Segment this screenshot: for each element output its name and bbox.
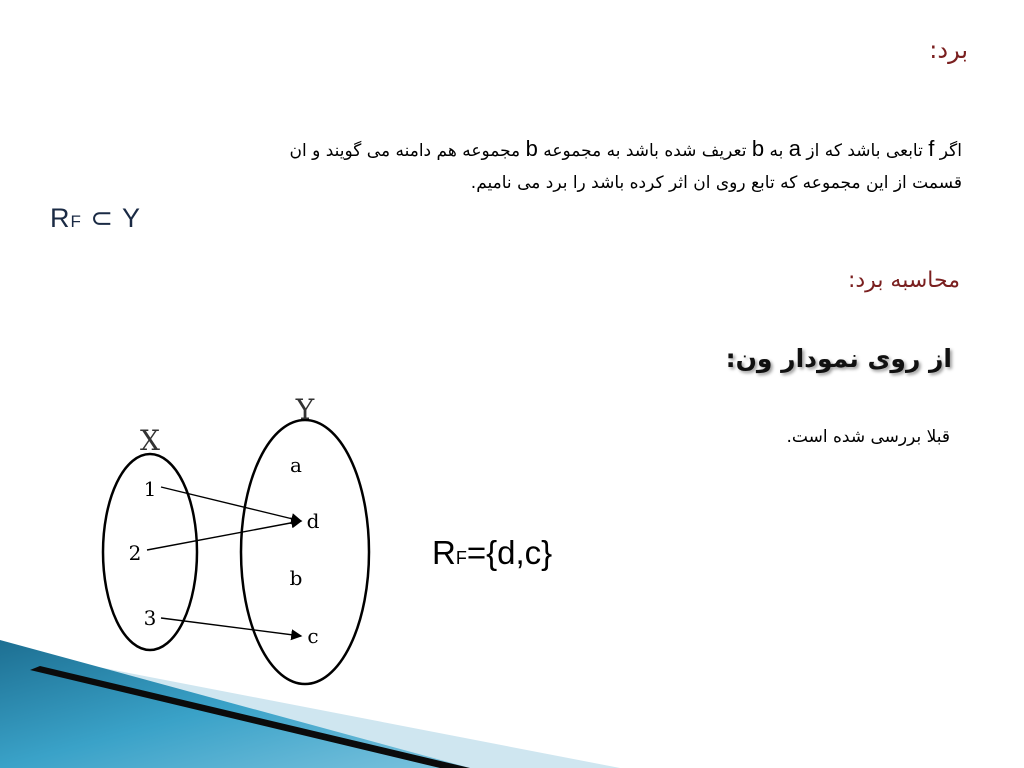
definition-text: قسمت از این مجموعه که تابع روی ان اثر کرده باشد را برد می نامیم.	[470, 173, 962, 193]
venn-heading: از روی نمودار ون:	[725, 344, 952, 373]
result-rest: ={d,c}	[466, 534, 553, 571]
y-element: c	[307, 624, 319, 648]
x-element: 3	[143, 606, 157, 630]
definition-text: اگر	[934, 141, 962, 161]
mapping-arrow	[161, 487, 301, 521]
set-x-label: X	[140, 424, 160, 457]
formula-rest: ⊂ Y	[81, 203, 142, 233]
result-subscript: F	[455, 548, 467, 568]
definition-text: مجموعه هم دامنه می گویند و ان	[289, 141, 526, 161]
formula-r: R	[50, 203, 71, 233]
x-element: 1	[143, 477, 157, 501]
result-r: R	[432, 534, 456, 571]
definition-text: به	[764, 141, 789, 161]
definition-text: تعریف شده باشد به مجموعه	[537, 141, 752, 161]
var-a: a	[788, 136, 801, 161]
range-subset-formula	[50, 203, 141, 234]
var-f: f	[928, 136, 935, 161]
var-b: b	[525, 136, 538, 161]
mapping-arrow	[147, 521, 301, 550]
range-result	[432, 534, 552, 572]
calc-heading: محاسبه برد:	[847, 268, 960, 293]
y-element: d	[306, 509, 320, 533]
set-y-label: Y	[295, 393, 315, 426]
slide-corner-decoration	[0, 640, 620, 768]
slide-title: برد:	[929, 36, 968, 64]
venn-note: قبلا بررسی شده است.	[786, 427, 950, 447]
var-b: b	[751, 136, 765, 161]
definition-text: تابعی باشد که از	[801, 141, 929, 161]
y-element: b	[289, 566, 303, 590]
mapping-arrow	[161, 618, 301, 636]
definition-paragraph	[62, 133, 962, 199]
y-element: a	[290, 453, 302, 477]
formula-subscript: F	[70, 212, 82, 231]
x-element: 2	[128, 541, 142, 565]
